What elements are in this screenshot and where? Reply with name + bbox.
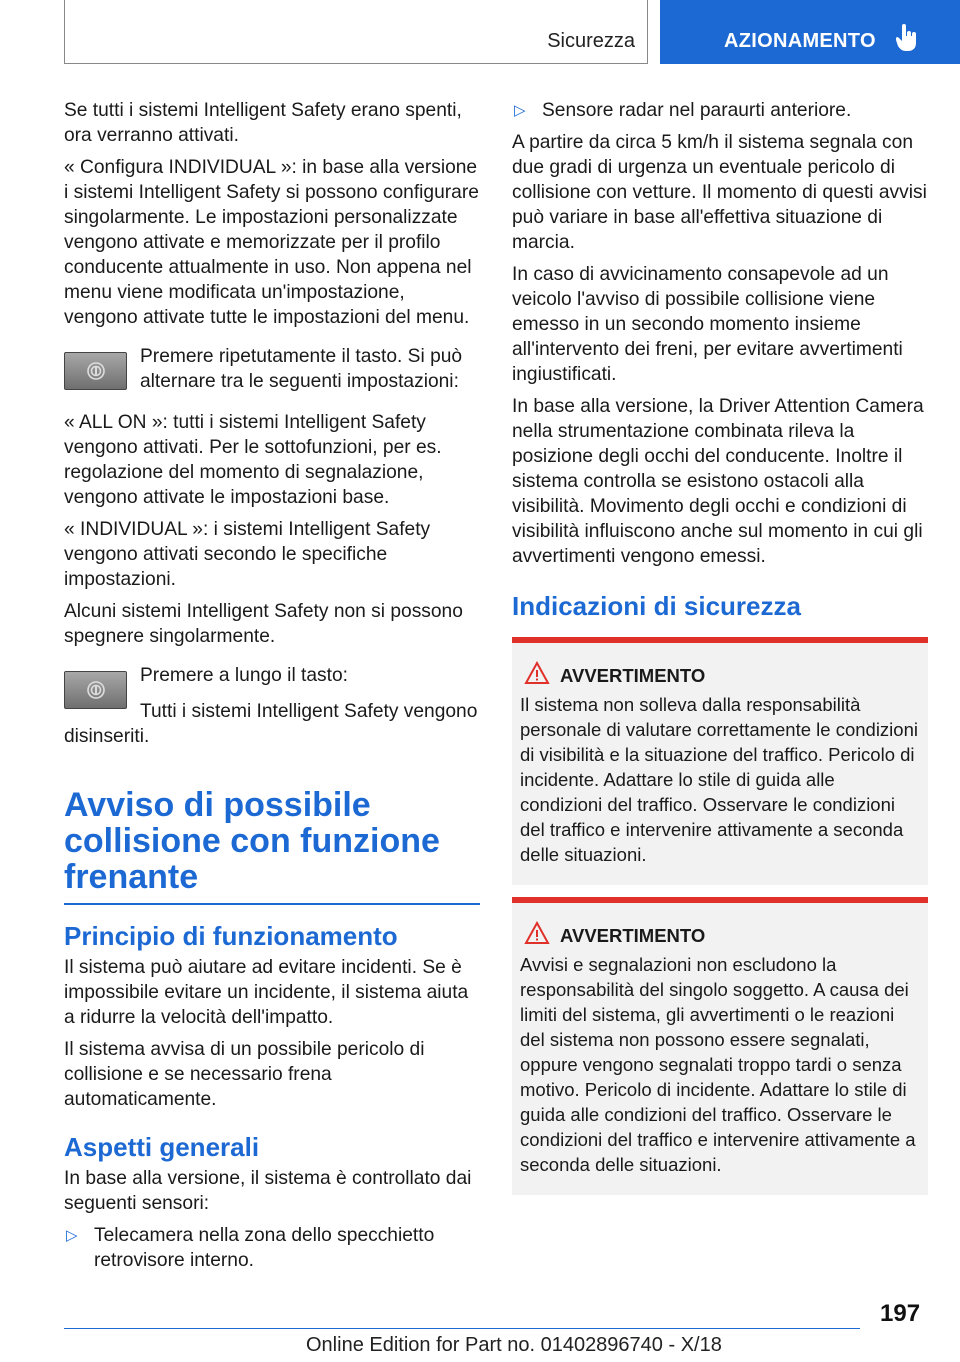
section-heading: Indicazioni di sicurezza [512, 591, 801, 621]
chapter-title: AZIONAMENTO [724, 30, 876, 52]
list-item [512, 98, 928, 123]
key-text: Premere ripetutamente il tasto. Si può alternare tra le seguenti impostazioni: [140, 346, 463, 392]
intelligent-safety-button-icon [64, 352, 127, 390]
paragraph: « ALL ON »: tutti i sistemi Intelligent Safety vengono attivati. Per le sottofunzioni, per es. regolazione del momento di segnalazione, vengono attivate le impostazioni base. [64, 412, 442, 508]
paragraph: Se tutti i sistemi Intelligent Safety erano spenti, ora verranno attivati. [64, 100, 462, 146]
warning-title-text: AVVERTIMENTO [560, 665, 706, 686]
footer-rule [64, 1328, 860, 1329]
warning-title-text: AVVERTIMENTO [560, 925, 706, 946]
paragraph: « Configura INDIVIDUAL »: in base alla versione i sistemi Intelligent Safety si possono configurare singolarmente. Le impostazioni personalizzate vengono attivate e memorizzate per il profilo conducente attualmente in uso. Non appena nel menu viene modificata un'impostazione, vengono attivate tutte le impostazioni del menu. [64, 157, 479, 328]
warning-title [560, 923, 920, 948]
paragraph: « INDIVIDUAL »: i sistemi Intelligent Safety vengono attivati secondo le specifiche impostazioni. [64, 519, 431, 590]
footer-edition: Online Edition for Part no. 01402896740 - X/18 [306, 1334, 722, 1356]
paragraph: In base alla versione, la Driver Attention Camera nella strumentazione combinata rileva la posizione degli occhi del conducente. Inoltre il sistema controlla se esistono ostacoli alla visibilità. Movimento degli occhi e condizioni di visibilità influiscono anche sul momento in cui gli avvertimenti vengono emessi. [512, 396, 924, 567]
warning-title [560, 663, 920, 688]
paragraph: In caso di avvicinamento consapevole ad un veicolo l'avviso di possibile collisione viene emesso in un secondo momento insieme all'intervento dei freni, per evitare avvertimenti ingiustificati. [512, 264, 903, 385]
key-instruction [64, 344, 480, 408]
warning-triangle-icon [524, 921, 550, 945]
paragraph: Alcuni sistemi Intelligent Safety non si possono spegnere singolarmente. [64, 601, 463, 647]
list-item [64, 1223, 480, 1273]
key-text: Tutti i sistemi Intelligent Safety vengono disinseriti. [64, 701, 478, 747]
intelligent-safety-button-icon [64, 671, 127, 709]
section-title: Sicurezza [547, 30, 635, 52]
paragraph: Il sistema può aiutare ad evitare incidenti. Se è impossibile evitare un incidente, il sistema aiuta a ridurre la velocità dell'impatto. [64, 957, 469, 1028]
warning-text: Avvisi e segnalazioni non escludono la responsabilità del singolo soggetto. A causa dei limiti del sistema, gli avvertimenti o le reazioni del sistema non possono essere segnalati, oppure vengono segnalati troppo tardi o senza motivo. Pericolo di incidente. Adattare lo stile di guida alle condizioni del traffico. Osservare le condizioni del traffico e intervenire attivamente a seconda delle situazioni. [520, 954, 916, 1175]
header-section-box [64, 0, 648, 64]
heading-rule [64, 903, 480, 905]
chapter-tab[interactable] [660, 0, 960, 64]
list-item-text: Sensore radar nel paraurti anteriore. [542, 100, 852, 121]
page-number: 197 [880, 1300, 921, 1327]
warning-triangle-icon [524, 661, 550, 685]
paragraph: In base alla versione, il sistema è controllato dai seguenti sensori: [64, 1168, 472, 1214]
warning-box [512, 637, 928, 885]
chapter-heading: Avviso di possibile collisione con funzione frenante [64, 786, 440, 896]
key-instruction [64, 663, 480, 703]
warning-box [512, 897, 928, 1195]
left-column [64, 98, 480, 1273]
paragraph: A partire da circa 5 km/h il sistema segnala con due gradi di urgenza un eventuale pericolo di collisione con vetture. Il momento di questi avvisi può variare in base all'effettiva situazione di marcia. [512, 132, 927, 253]
right-column [512, 98, 928, 1195]
list-item-text: Telecamera nella zona dello specchietto retrovisore interno. [94, 1225, 435, 1271]
triangle-bullet-icon: ▷ [514, 102, 526, 119]
hand-pointer-icon [896, 24, 918, 52]
section-heading: Principio di funzionamento [64, 921, 398, 951]
warning-text: Il sistema non solleva dalla responsabilità personale di valutare correttamente le condizioni di visibilità e la situazione del traffico. Pericolo di incidente. Adattare lo stile di guida alle condizioni del traffico. Osservare le condizioni del traffico e intervenire attivamente a seconda delle situazioni. [520, 694, 918, 865]
paragraph: Il sistema avvisa di un possibile pericolo di collisione e se necessario frena automaticamente. [64, 1039, 425, 1110]
section-heading: Aspetti generali [64, 1132, 260, 1162]
key-text: Premere a lungo il tasto: [140, 665, 348, 686]
triangle-bullet-icon: ▷ [66, 1227, 78, 1244]
